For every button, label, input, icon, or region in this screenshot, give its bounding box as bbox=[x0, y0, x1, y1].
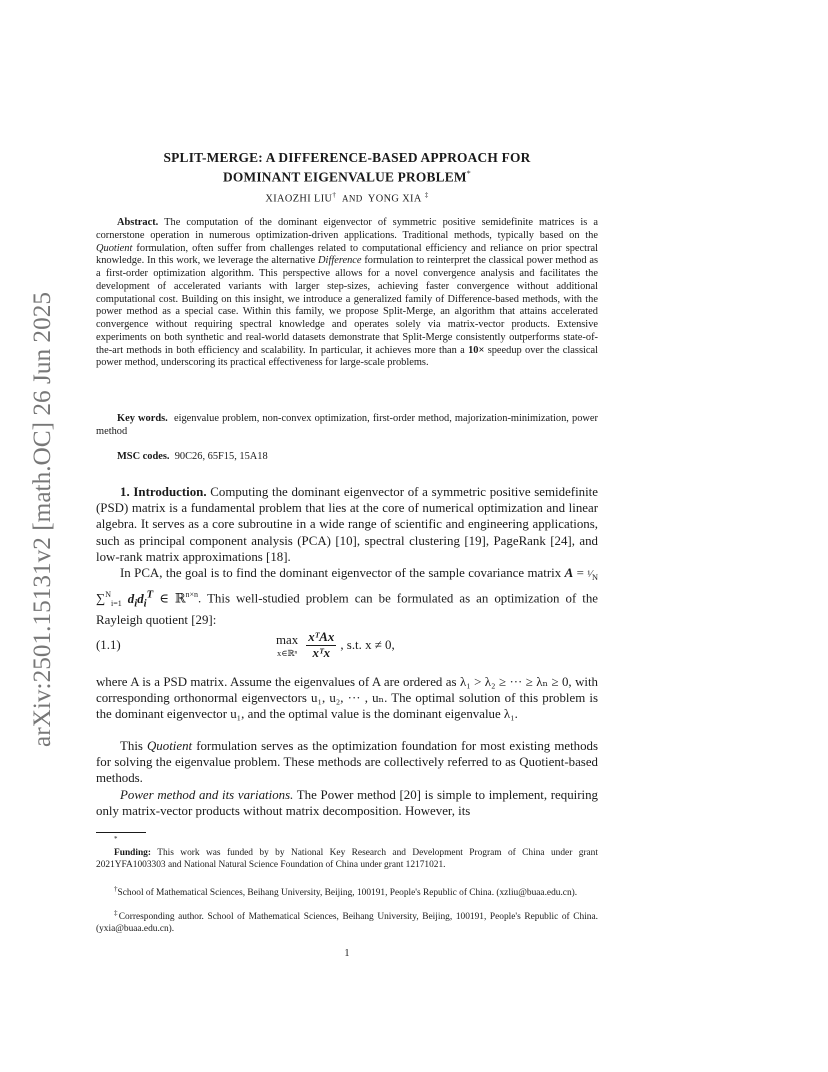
author-list: XIAOZHI LIU† AND YONG XIA ‡ bbox=[265, 191, 429, 205]
intro-paragraph-5: Power method and its variations. The Power method [20] is simple to implement, requiring only matrix-vector products without matrix decomposition. However, its bbox=[96, 788, 598, 819]
footnote-funding: Funding: This work was funded by by National Key Research and Development Program of China under grant 2021YFA1003303 and National Natural Science Foundation of China under grant 12171021. bbox=[96, 848, 598, 870]
paper-title: SPLIT-MERGE: A DIFFERENCE-BASED APPROACH FOR DOMINANT EIGENVALUE PROBLEM* bbox=[163, 150, 531, 185]
equation-label: (1.1) bbox=[96, 638, 121, 652]
abstract: Abstract. The computation of the dominant eigenvector of symmetric positive semidefinite matrices is a cornerstone operation in numerous optimization-driven applications. Traditional methods, typically based on the Quotient formulation, often suffer from challenges related to computational efficiency and reliance on prior spectral knowledge. In this work, we leverage the alternative Difference formulation to reinterpret the classical power method as a first-order optimization algorithm. This perspective allows for a novel convergence analysis and facilitates the development of accelerated variants with larger step-sizes, achieving faster convergence without additional computational cost. Building on this insight, we introduce a generalized family of Difference-based methods, with the power method as a special case. Within this family, we propose Split-Merge, an algorithm that attains accelerated convergence without requiring spectral knowledge and operates solely via matrix-vector products. Extensive experiments on both synthetic and real-world datasets demonstrate that Split-Merge consistently outperforms state-of-the-art methods in both efficiency and scalability. In particular, it achieves more than a 10× speedup over the classical power method, underscoring its practical effectiveness for large-scale problems. bbox=[96, 217, 598, 369]
intro-paragraph-1: 1. Introduction. Computing the dominant eigenvector of a symmetric positive semidefinite (PSD) matrix is a fundamental problem that lies at the core of numerical optimization and linear algebra. It serves as a core subroutine in a wide range of scientific and engineering applications, such as principal component analysis (PCA) [10], spectral clustering [19], PageRank [24], and low-rank matrix approximations [18]. bbox=[96, 485, 598, 564]
footnote-rule bbox=[96, 832, 146, 833]
msc-codes: MSC codes. 90C26, 65F15, 15A18 bbox=[117, 451, 268, 462]
equation-1-1: (1.1) max x∈ℝⁿ $\frac{\text{xᵀAx}}{\text{xᵀx}}$ , s.t. x ≠ 0, bbox=[96, 630, 395, 660]
section-heading: 1. Introduction. bbox=[120, 485, 207, 499]
footnote-author1: †School of Mathematical Sciences, Beihang University, Beijing, 100191, People's Republic of China. (xzliu@buaa.edu.cn). bbox=[114, 885, 578, 899]
svg-text:arXiv:2501.15131v2 [math.OC]: arXiv:2501.15131v2 [math.OC] 26 Jun 2025 bbox=[27, 288, 56, 747]
intro-paragraph-3: where A is a PSD matrix. Assume the eigenvalues of A are ordered as λ₁ > λ₂ ≥ ··· ≥ λₙ ≥ 0, with corresponding orthonormal eigenvectors u₁, u₂, ··· , uₙ. The optimal solution of this problem is the dominant eigenvector u₁, and the optimal value is the dominant eigenvalue λ₁. bbox=[96, 675, 598, 722]
keywords: Key words. eigenvalue problem, non-convex optimization, first-order method, majorization-minimization, power method bbox=[96, 413, 598, 437]
intro-paragraph-2: In PCA, the goal is to find the dominant eigenvector of the sample covariance matrix $A = ^1⁄_N$ ∑$^N_{i=1}$ $d_id_i^T$ ∈ ℝ$^{n\times n}$. This well-studied problem can be formulated as an optimization of the Rayleigh quotient [29]: bbox=[96, 566, 599, 628]
intro-paragraph-4: This Quotient formulation serves as the optimization foundation for most existing methods for solving the eigenvalue problem. These methods are collectively referred to as Quotient-based methods. bbox=[96, 739, 598, 786]
footnote-star: * bbox=[114, 835, 118, 843]
footnote-author2: ‡Corresponding author. School of Mathematical Sciences, Beihang University, Beijing, 100191, People's Republic of China. (yxia@buaa.edu.cn). bbox=[96, 909, 598, 934]
page-number: 1 bbox=[344, 948, 350, 959]
arxiv-stamp bbox=[6, 285, 66, 755]
